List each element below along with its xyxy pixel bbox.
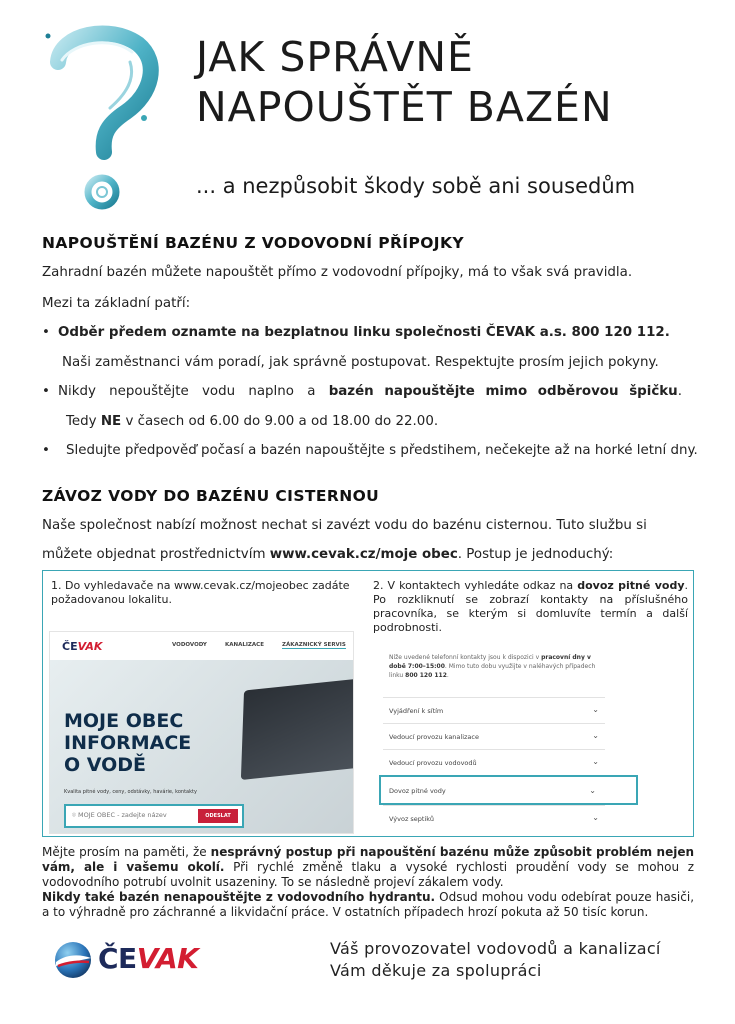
thanks-line-1: Váš provozovatel vodovodů a kanalizací	[330, 939, 661, 958]
contact-row-dovoz-pitne-vody[interactable]	[379, 775, 638, 805]
water-question-mark-icon	[40, 22, 160, 217]
cevak-logo	[52, 940, 212, 980]
location-pin-icon: ⌾	[72, 811, 78, 819]
hydrant-warning-text: Odsud mohou vodu odebírat pouze hasiči, a to výhradně pro záchranné a likvidační práce. V ostatních případech hrozí pokuta až 50 tisíc korun.	[42, 890, 695, 919]
contacts-note-e: .	[446, 672, 449, 679]
bullet-2: • Nikdy nepouštějte vodu naplno a bazén napouštějte mimo odběrovou špičku.	[42, 384, 682, 399]
bullet-3: • Sledujte předpověď počasí a bazén napouštějte s předstihem, nečekejte až na horké letní dny.	[42, 443, 698, 458]
site-logo-vak: VAK	[77, 640, 103, 653]
chevron-down-icon: ⌄	[589, 786, 596, 795]
nav-item-vodovody[interactable]: VODOVODY	[172, 642, 207, 648]
obec-search-box	[64, 804, 244, 828]
bullet-1-continuation: Naši zaměstnanci vám poradí, jak správně postupovat. Respektujte prosím jejich pokyny.	[62, 355, 659, 370]
website-screenshot	[49, 631, 354, 834]
warning-part-a: Mějte prosím na paměti, že	[42, 845, 211, 859]
cevak-wordmark-vak: VAK	[136, 942, 199, 975]
warning-part-b: nesprávný postup při napouštění bazénu může způsobit problém nejen vám, ale i vašemu okolí.	[42, 845, 695, 874]
chevron-down-icon: ⌄	[592, 705, 599, 714]
chevron-down-icon: ⌄	[592, 731, 599, 740]
bullet-1-text: Odběr předem oznamte na bezplatnou linku společnosti ČEVAK a.s. 800 120 112.	[58, 325, 670, 340]
bullet-1: • Odběr předem oznamte na bezplatnou linku společnosti ČEVAK a.s. 800 120 112.	[42, 325, 670, 340]
thanks-text	[330, 938, 661, 982]
step-2-part-c: . Po rozkliknutí se zobrazí kontakty na příslušného pracovníka, se kterým si domluvíte termín a další podrobnosti.	[373, 579, 688, 634]
bullet-3-text: Sledujte předpověď počasí a bazén napouštějte s předstihem, nečekejte až na horké letní dny.	[66, 443, 698, 458]
hero-line-1: MOJE OBEC	[64, 710, 184, 732]
contact-row-label: Vedoucí provozu kanalizace	[389, 733, 479, 741]
contacts-note-b: pracovní dny v době 7:00–15:00	[389, 654, 591, 670]
title-line-2: NAPOUŠTĚT BAZÉN	[196, 83, 613, 131]
send-button[interactable]: ODESLAT	[198, 809, 238, 823]
cevak-globe-icon	[52, 940, 94, 980]
contacts-note-a: Níže uvedené telefonní kontakty jsou k dispozici v	[389, 654, 542, 661]
step-2-text	[373, 579, 688, 635]
bullet-2-part-a: Nikdy nepouštějte vodu naplno a	[58, 384, 329, 399]
contact-row[interactable]	[383, 805, 605, 831]
hero-line-2: INFORMACE	[64, 732, 192, 754]
step-1-text: 1. Do vyhledavače na www.cevak.cz/mojeobec zadáte požadovanou lokalitu.	[51, 579, 350, 606]
bullet-2-part-b: bazén napouštějte mimo odběrovou špičku	[328, 384, 678, 399]
section1-intro-1: Zahradní bazén můžete napouštět přímo z vodovodní přípojky, má to však svá pravidla.	[42, 265, 633, 280]
contact-row-label: Vedoucí provozu vodovodů	[389, 759, 477, 767]
chevron-down-icon: ⌄	[592, 757, 599, 766]
site-nav	[50, 632, 353, 660]
cevak-wordmark	[98, 942, 198, 975]
contacts-note-d: 800 120 112	[405, 672, 447, 679]
step-2-part-a: 2. V kontaktech vyhledáte odkaz na	[373, 579, 578, 592]
section1-intro-2: Mezi ta základní patří:	[42, 296, 191, 311]
contact-row-label: Dovoz pitné vody	[389, 787, 446, 795]
section1-heading: NAPOUŠTĚNÍ BAZÉNU Z VODOVODNÍ PŘÍPOJKY	[42, 234, 465, 252]
obec-search-input[interactable]	[72, 811, 167, 820]
bullet-2-part-c: .	[677, 384, 682, 399]
section2-heading: ZÁVOZ VODY DO BAZÉNU CISTERNOU	[42, 487, 380, 505]
site-logo-ce: ČE	[62, 640, 78, 653]
contacts-note	[389, 653, 609, 680]
warning-part-c: Při rychlé změně tlaku a vysoké rychlosti proudění vody se mohou z vodovodního potrubí uvolnit usazeniny. To se následně projeví zákalem vody.	[42, 860, 694, 889]
contacts-note-c: . Mimo tuto dobu využijte v naléhavých případech linku	[389, 663, 596, 679]
obec-search-placeholder: MOJE OBEC - zadejte název	[77, 811, 167, 819]
hero-title	[64, 710, 191, 776]
cevak-link[interactable]: www.cevak.cz/moje obec	[269, 547, 458, 562]
contact-row[interactable]	[383, 697, 605, 723]
bullet-2-cont-b: NE	[100, 414, 122, 429]
thanks-line-2: Vám děkuje za spolupráci	[330, 961, 542, 980]
instruction-panel	[42, 570, 694, 837]
contact-row-label: Vyjádření k sítím	[389, 707, 444, 715]
step-2-part-b: dovoz pitné vody	[577, 579, 685, 592]
site-hero	[50, 660, 353, 834]
page-subtitle: ... a nezpůsobit škody sobě ani sousedům	[196, 174, 636, 198]
hydrant-warning-bold: Nikdy také bazén nenapouštějte z vodovodního hydrantu.	[42, 890, 436, 904]
section2-line-2-a: můžete objednat prostřednictvím	[42, 547, 270, 562]
site-logo[interactable]	[62, 640, 102, 653]
contact-row[interactable]	[383, 749, 605, 775]
contact-row[interactable]	[383, 723, 605, 749]
cevak-wordmark-ce: ČE	[98, 942, 137, 975]
section2-line-2-c: . Postup je jednoduchý:	[457, 547, 614, 562]
page-title	[196, 32, 613, 132]
title-line-1: JAK SPRÁVNĚ	[196, 33, 474, 81]
chevron-down-icon: ⌄	[592, 813, 599, 822]
bullet-2-cont-a: Tedy	[66, 414, 101, 429]
nav-item-zakaznicky-servis[interactable]: ZÁKAZNICKÝ SERVIS	[282, 642, 346, 648]
section2-line-2	[42, 547, 613, 562]
nav-item-kanalizace[interactable]: KANALIZACE	[225, 642, 264, 648]
warning-paragraph	[42, 845, 694, 920]
hero-subtitle: Kvalita pitné vody, ceny, odstávky, havárie, kontakty	[64, 789, 197, 795]
hero-line-3: O VODĚ	[64, 754, 147, 776]
contacts-screenshot	[383, 647, 683, 834]
contact-row-label: Vývoz septiků	[389, 815, 434, 823]
bullet-2-cont-c: v časech od 6.00 do 9.00 a od 18.00 do 22.00.	[121, 414, 439, 429]
bullet-2-continuation	[66, 414, 438, 429]
laptop-image	[241, 678, 354, 780]
section2-line-1: Naše společnost nabízí možnost nechat si zavézt vodu do bazénu cisternou. Tuto službu si	[42, 518, 647, 533]
